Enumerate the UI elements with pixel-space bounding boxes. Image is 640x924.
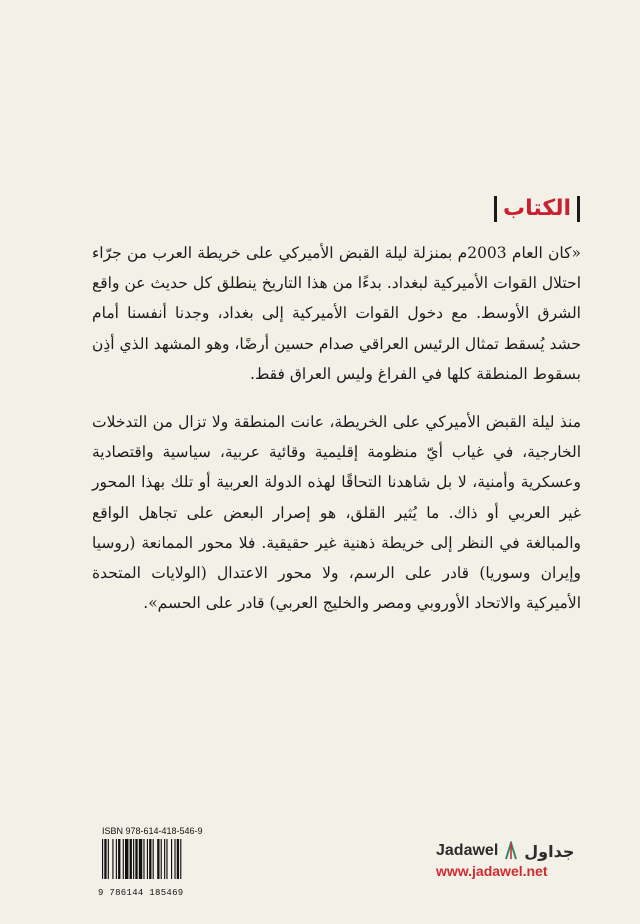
section-heading <box>494 196 580 222</box>
publisher-name-arabic: جداول <box>524 841 575 861</box>
publisher-url[interactable]: www.jadawel.net <box>436 863 548 879</box>
blurb-text <box>92 238 581 636</box>
barcode-bars <box>98 837 218 887</box>
blurb-paragraph-2: منذ ليلة القبض الأميركي على الخريطة، عانت المنطقة ولا تزال من التدخلات الخارجية، في غياب أيّ منظومة إقليمية وقائية عربية، سياسية واقتصادية وعسكرية وأمنية، لا بل شاهدنا التحاقًا لهذه الدولة العربية أو تلك بهذا المحور غير العربي أو ذاك. ما يُثير القلق، هو إصرار البعض على تجاهل الواقع والمبالغة في النظر إلى خريطة ذهنية غير حقيقية. فلا محور الممانعة (روسيا وإيران وسوريا) قادر على الرسم، ولا محور الاعتدال (الولايات المتحدة الأميركية والاتحاد الأوروبي ومصر والخليج العربي) قادر على الحسم». <box>92 413 581 613</box>
publisher-name-latin: Jadawel <box>436 842 499 859</box>
blurb-paragraph-1: «كان العام 2003م بمنزلة ليلة القبض الأميركي على خريطة العرب من جرّاء احتلال القوات الأميركية لبغداد. بدءًا من هذا التاريخ ينطلق كل حديث عن واقع الشرق الأوسط. مع دخول القوات الأميركية إلى بغداد، وجدنا أنفسنا أمام حشد يُسقط تمثال الرئيس العراقي صدام حسين أرضًا، وهو المشهد الذي أذِن بسقوط المنطقة كلها في الفراغ وليس العراق فقط. <box>92 244 581 383</box>
heading-bar-right <box>577 196 580 222</box>
publisher-logo <box>436 841 586 879</box>
barcode-digits: 9 786144 185469 <box>98 888 184 898</box>
section-title: الكتاب <box>503 196 571 221</box>
heading-bar-left <box>494 196 497 222</box>
leaf-icon <box>504 841 518 861</box>
isbn-barcode <box>98 826 218 898</box>
isbn-label: ISBN 978-614-418-546-9 <box>102 826 203 836</box>
